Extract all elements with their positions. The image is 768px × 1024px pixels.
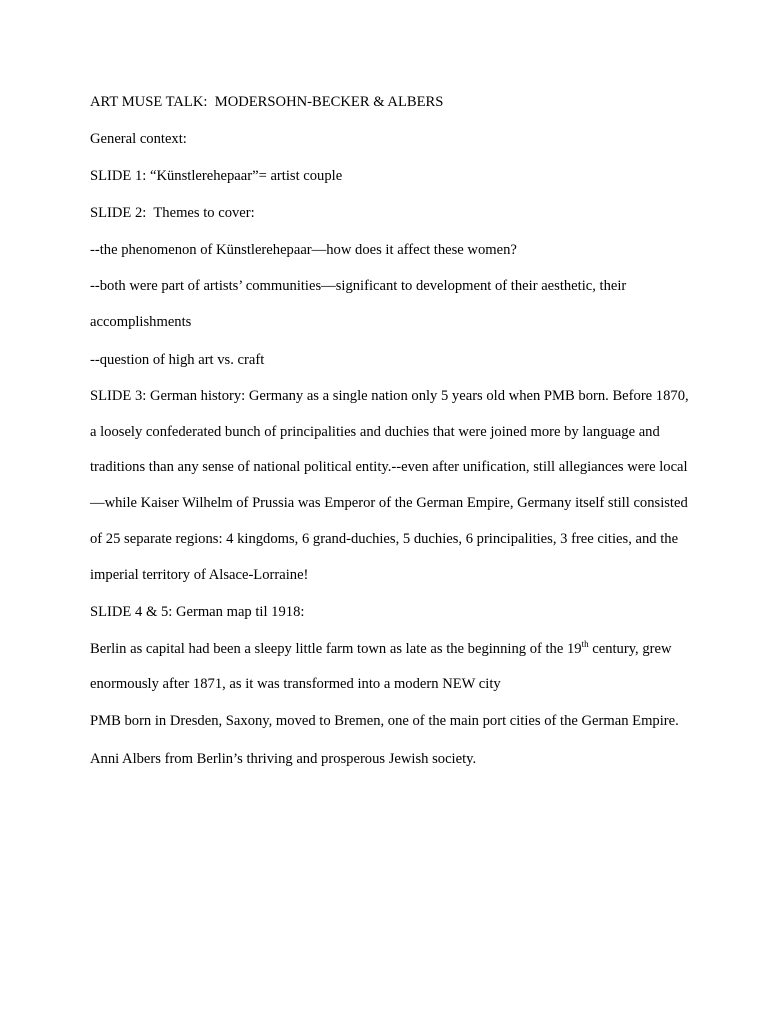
theme-item-2: --both were part of artists’ communities—significant to development of their aesthetic, their accomplishments [90, 278, 630, 330]
theme-item-3: --question of high art vs. craft [90, 351, 265, 368]
anni-paragraph: Anni Albers from Berlin’s thriving and prosperous Jewish society. [90, 751, 477, 768]
document-page [90, 92, 693, 786]
slide-2-note: SLIDE 2: Themes to cover: [90, 205, 255, 221]
pmb-paragraph: PMB born in Dresden, Saxony, moved to Bremen, one of the main port cities of the German Empire. [90, 713, 679, 730]
ordinal-superscript: th [581, 638, 589, 649]
general-context-heading: General context: [90, 131, 187, 147]
berlin-text-after: century, grew enormously after 1871, as it was transformed into a modern NEW city [90, 640, 676, 693]
slide-1-note: SLIDE 1: “Künstlerehepaar”= artist couple [90, 168, 343, 184]
berlin-paragraph [90, 632, 690, 703]
theme-item-1: --the phenomenon of Künstlerehepaar—how does it affect these women? [90, 242, 517, 258]
slide-3-note: SLIDE 3: German history: Germany as a single nation only 5 years old when PMB born. Before 1870, a loosely confederated bunch of principalities and duchies that were joined more by language and traditions than any sense of national political entity.--even after unification, still allegiances were local—while Kaiser Wilhelm of Prussia was Emperor of the German Empire, Germany itself still consisted of 25 separate regions: 4 kingdoms, 6 grand-duchies, 5 duchies, 6 principalities, 3 free cities, and the imperial territory of Alsace-Lorraine! [90, 388, 693, 583]
slide-4-5-note: SLIDE 4 & 5: German map til 1918: [90, 604, 305, 621]
berlin-text-before: Berlin as capital had been a sleepy little farm town as late as the beginning of the 19 [90, 640, 582, 657]
document-title: ART MUSE TALK: MODERSOHN-BECKER & ALBERS [90, 94, 444, 110]
